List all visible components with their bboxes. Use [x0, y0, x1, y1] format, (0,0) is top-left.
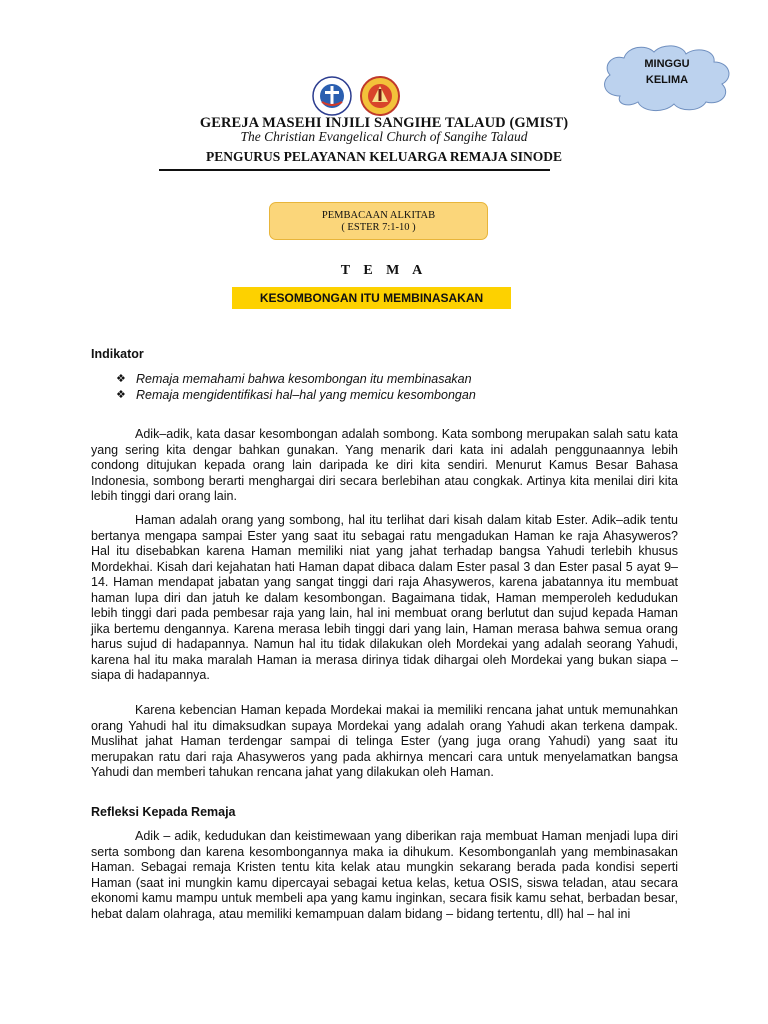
indicator-text: Remaja mengidentifikasi hal–hal yang memicu kesombongan: [136, 387, 476, 402]
list-item: [116, 372, 476, 388]
diamond-bullet-icon: ❖: [116, 373, 126, 385]
church-logos: [312, 76, 414, 116]
paragraph-4: Adik – adik, kedudukan dan keistimewaan yang diberikan raja membuat Haman menjadi lupa diri serta sombong dan karena kesombongannya maka ia dihukum. Kesombonganlah yang membinasakan Haman. Sebagai remaja Kristen tentu kita kelak atau mungkin sekarang berada pada kondisi seperti Haman (saat ini mungkin kamu dipercayai sebagai ketua kelas, ketua OSIS, siswa teladan, atau secara ekonomi kamu mampu untuk membeli apa yang kamu inginkan, secara fisik kamu sehat, berbadan besar, hebat dalam olahraga, atau memiliki kemampuan dalam bidang – bidang tertentu, dll) hal – hal ini: [91, 829, 678, 921]
week-badge: [598, 42, 736, 114]
list-item: [116, 388, 476, 404]
division-title: PENGURUS PELAYANAN KELUARGA REMAJA SINODE: [205, 149, 563, 164]
youth-emblem-icon: [361, 77, 399, 115]
badge-line-1: MINGGU: [644, 58, 690, 70]
reading-passage: ( ESTER 7:1-10 ): [341, 222, 416, 233]
reflection-heading: Refleksi Kepada Remaja: [91, 805, 236, 819]
paragraph-1: Adik–adik, kata dasar kesombongan adalah sombong. Kata sombong merupakan salah satu kata yang sering kita dengar bahkan gunakan. Yang menarik dari kata ini adalah penggunaannya lebih condong ditujukan kepada orang lain daripada ke diri kita sendiri. Menurut Kamus Besar Bahasa Indonesia, sombong berarti menghargai diri secara berlebihan atau congkak. Artinya kita menilai diri kita lebih tinggi dari orang lain.: [91, 427, 678, 503]
reading-label: PEMBACAAN ALKITAB: [321, 210, 436, 221]
header-divider: [159, 169, 550, 171]
paragraph-3: Karena kebencian Haman kepada Mordekai makai ia memiliki rencana jahat untuk memunahkan orang Yahudi hal itu dimaksudkan supaya Mordekai yang adalah orang Yahudi akan terkena dampak. Muslihat jahat Haman terdengar sampai di telinga Ester (yang juga orang Yahudi) yang saat itu merupakan ratu dari raja Ahasyweros yang pada akhirnya mencari cara untuk menyelamatkan bangsa Yahudi dan memberi tahukan rencana jahat yang dilakukan oleh Haman.: [91, 703, 678, 779]
indicator-heading: Indikator: [91, 347, 144, 361]
theme-heading: T E M A: [340, 263, 428, 278]
diamond-bullet-icon: ❖: [116, 388, 126, 401]
bible-reading-box: [269, 202, 488, 240]
cross-emblem-icon: [313, 77, 351, 115]
indicator-text: Remaja memahami bahwa kesombongan itu membinasakan: [136, 372, 472, 386]
theme-title: KESOMBONGAN ITU MEMBINASAKAN: [232, 287, 511, 309]
indicator-list: [116, 372, 476, 403]
church-subtitle: The Christian Evangelical Church of Sangihe Talaud: [240, 129, 528, 144]
badge-line-2: KELIMA: [645, 74, 689, 86]
paragraph-2: Haman adalah orang yang sombong, hal itu terlihat dari kisah dalam kitab Ester. Adik–adik tentu bertanya mengapa sampai Ester yang saat itu sebagai ratu mengadukan Haman ke raja Ahasyweros? Hal itu disebabkan karena Haman memiliki niat yang jahat terhadap bangsa Yahudi terlebih khusus Mordekhai. Kisah dari kejahatan hati Haman dapat dibaca dalam Ester pasal 3 dan Ester pasal 5 ayat 9–14. Haman mendapat jabatan yang sangat tinggi dari raja Ahasyweros, karena jabatannya itu membuat haman lupa diri dan jatuh ke dalam kesombongan. Bagaimana tidak, Haman memperoleh kedudukan lebih tinggi dari pada pembesar raja yang lain, hal ini membuat orang berlutut dan sujud kepada Haman jika bertemu dengannya. Karena merasa lebih tinggi dari yang lain, Haman merasa bahwa semua orang harus sujud di hadapannya. Namun hal itu tidak dilakukan oleh Mordekai yang adalah seorang Yahudi, karena hal itu maka maralah Haman ia merasa dirinya tidak dihargai oleh Mordekai yang bukan siapa – siapa di hadapannya.: [91, 513, 678, 682]
church-title: GEREJA MASEHI INJILI SANGIHE TALAUD (GMIST): [199, 115, 569, 131]
